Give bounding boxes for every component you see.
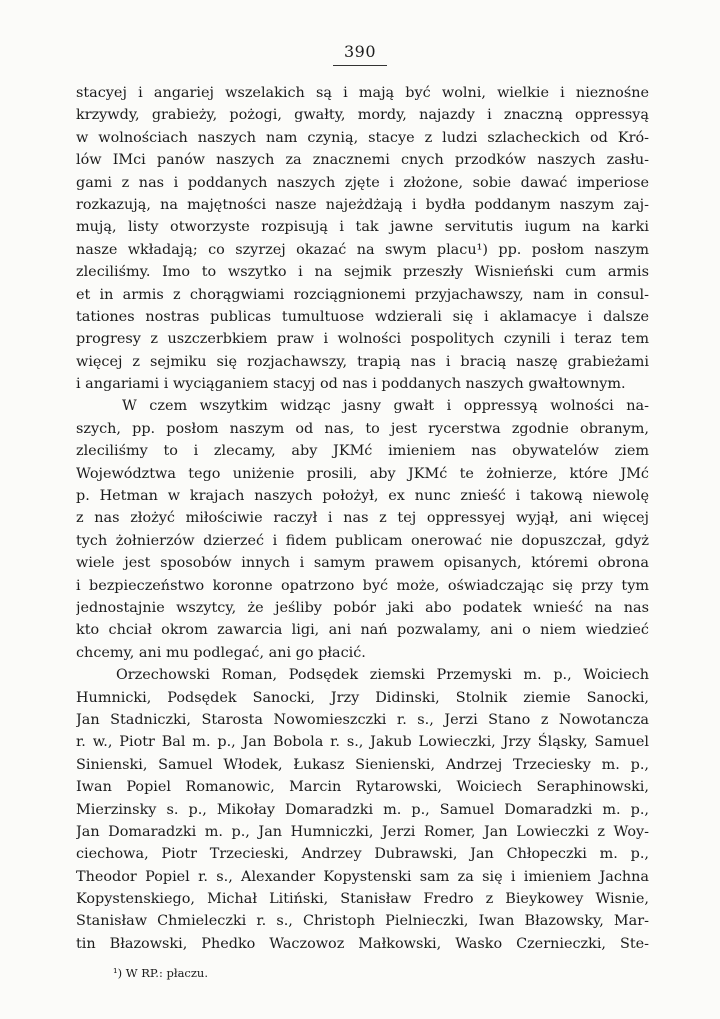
text-line: progresy z uszczerbkiem praw i wolności pospolitych czynili i teraz tem [76,331,649,348]
text-line: tin Błazowski, Phedko Waczowoz Małkowski, Wasko Czernieczki, Ste- [76,935,649,952]
text-line: Mierzinsky s. p., Mikołay Domaradzki m. p., Samuel Domaradzki m. p., [76,801,649,818]
paragraph-1 [76,82,649,395]
footnote: ¹) W RP.: płaczu. [113,966,208,980]
text-line: zleciliśmy. Imo to wszytko i na sejmik przeszły Wisnieński cum armis [76,264,649,281]
text-line: ciechowa, Piotr Trzecieski, Andrzey Dubrawski, Jan Chłopeczki m. p., [76,846,649,863]
text-line: r. w., Piotr Bal m. p., Jan Bobola r. s., Jakub Lowieczki, Jrzy Śląsky, Samuel [76,734,649,751]
text-line: w wolnościach naszych nam czynią, stacye z ludzi szlacheckich od Kró- [76,129,649,146]
page-number-underline [333,65,387,66]
text-line: zleciliśmy to i zlecamy, aby JKMć imieniem nas obywatelów ziem [76,443,649,460]
text-line: Orzechowski Roman, Podsędek ziemski Przemyski m. p., Woiciech [116,667,649,684]
text-line: i bezpieczeństwo koronne opatrzono być może, oświadczając się przy tym [76,577,649,594]
text-line: et in armis z chorągwiami rozciągnionemi przyjachawszy, nam in consul- [76,286,649,303]
text-line: gami z nas i poddanych naszych zjęte i złożone, sobie dawać imperiose [76,174,649,191]
text-line: z nas złożyć miłościwie raczył i nas z tej oppressyej wyjął, ani więcej [76,510,649,527]
text-line: Iwan Popiel Romanowic, Marcin Rytarowski, Woiciech Seraphinowski, [76,779,649,796]
text-line: lów IMci panów naszych za znacznemi cnych przodków naszych zasłu- [76,152,649,169]
text-line: tationes nostras publicas tumultuose wdzierali się i aklamacye i dalsze [76,308,649,325]
text-line: kto chciał okrom zawarcia ligi, ani nań pozwalamy, ani o niem wiedzieć [76,622,649,639]
paragraph-3-signatories [76,664,649,955]
text-line: mują, listy otworzyste rozpisują i tak jawne servitutis iugum na karki [76,219,649,236]
text-line: Województwa tego uniżenie prosili, aby JKMć te żołnierze, które JMć [76,465,649,482]
text-line: krzywdy, grabieży, pożogi, gwałty, mordy, najazdy i znaczną oppressyą [76,107,649,124]
text-line: chcemy, ani mu podlegać, ani go płacić. [76,644,366,661]
page-number: 390 [343,42,377,61]
body-text [76,82,649,955]
text-line: stacyej i angariej wszelakich są i mają być wolni, wielkie i nieznośne [76,85,649,101]
text-line: Sinienski, Samuel Włodek, Łukasz Sienienski, Andrzej Trzeciesky m. p., [76,756,649,773]
text-line: Kopystenskiego, Michał Litiński, Stanisław Fredro z Bieykowey Wisnie, [76,891,649,908]
text-line: i angariami i wyciąganiem stacyj od nas i poddanych naszych gwałtownym. [76,376,626,393]
text-line: Humnicki, Podsędek Sanocki, Jrzy Didinski, Stolnik ziemie Sanocki, [76,689,649,706]
text-line: szych, pp. posłom naszym od nas, to jest rycerstwa zgodnie obranym, [76,420,649,437]
text-line: W czem wszytkim widząc jasny gwałt i oppressyą wolności na- [122,398,649,415]
text-line: wiele jest sposobów innych i samym prawem opisanych, któremi obrona [76,555,649,572]
text-line: Jan Domaradzki m. p., Jan Humniczki, Jerzi Romer, Jan Lowieczki z Woy- [76,823,649,840]
text-line: Theodor Popiel r. s., Alexander Kopystenski sam za się i imieniem Jachna [76,868,649,885]
text-line: rozkazują, na majętności nasze najeżdżają i bydła poddanym naszym zaj- [76,196,649,213]
text-line: jednostajnie wszytcy, że jeśliby pobór jaki abo podatek wnieść na nas [76,599,649,616]
text-line: Stanisław Chmieleczki r. s., Christoph Pielnieczki, Iwan Błazowsky, Mar- [76,913,649,930]
text-line: Jan Stadniczki, Starosta Nowomieszczki r. s., Jerzi Stano z Nowotancza [76,711,649,728]
text-line: nasze wkładają; co szyrzej okazać na swym placu¹) pp. posłom naszym [76,241,649,258]
paragraph-2 [76,395,649,664]
text-line: więcej z sejmiku się rozjachawszy, trapią nas i bracią naszę grabieżami [76,353,649,370]
text-line: p. Hetman w krajach naszych położył, ex nunc znieść i takową niewolę [76,488,649,505]
text-line: tych żołnierzów dzierzeć i fidem publicam onerować nie dopuszczał, gdyż [76,532,649,549]
